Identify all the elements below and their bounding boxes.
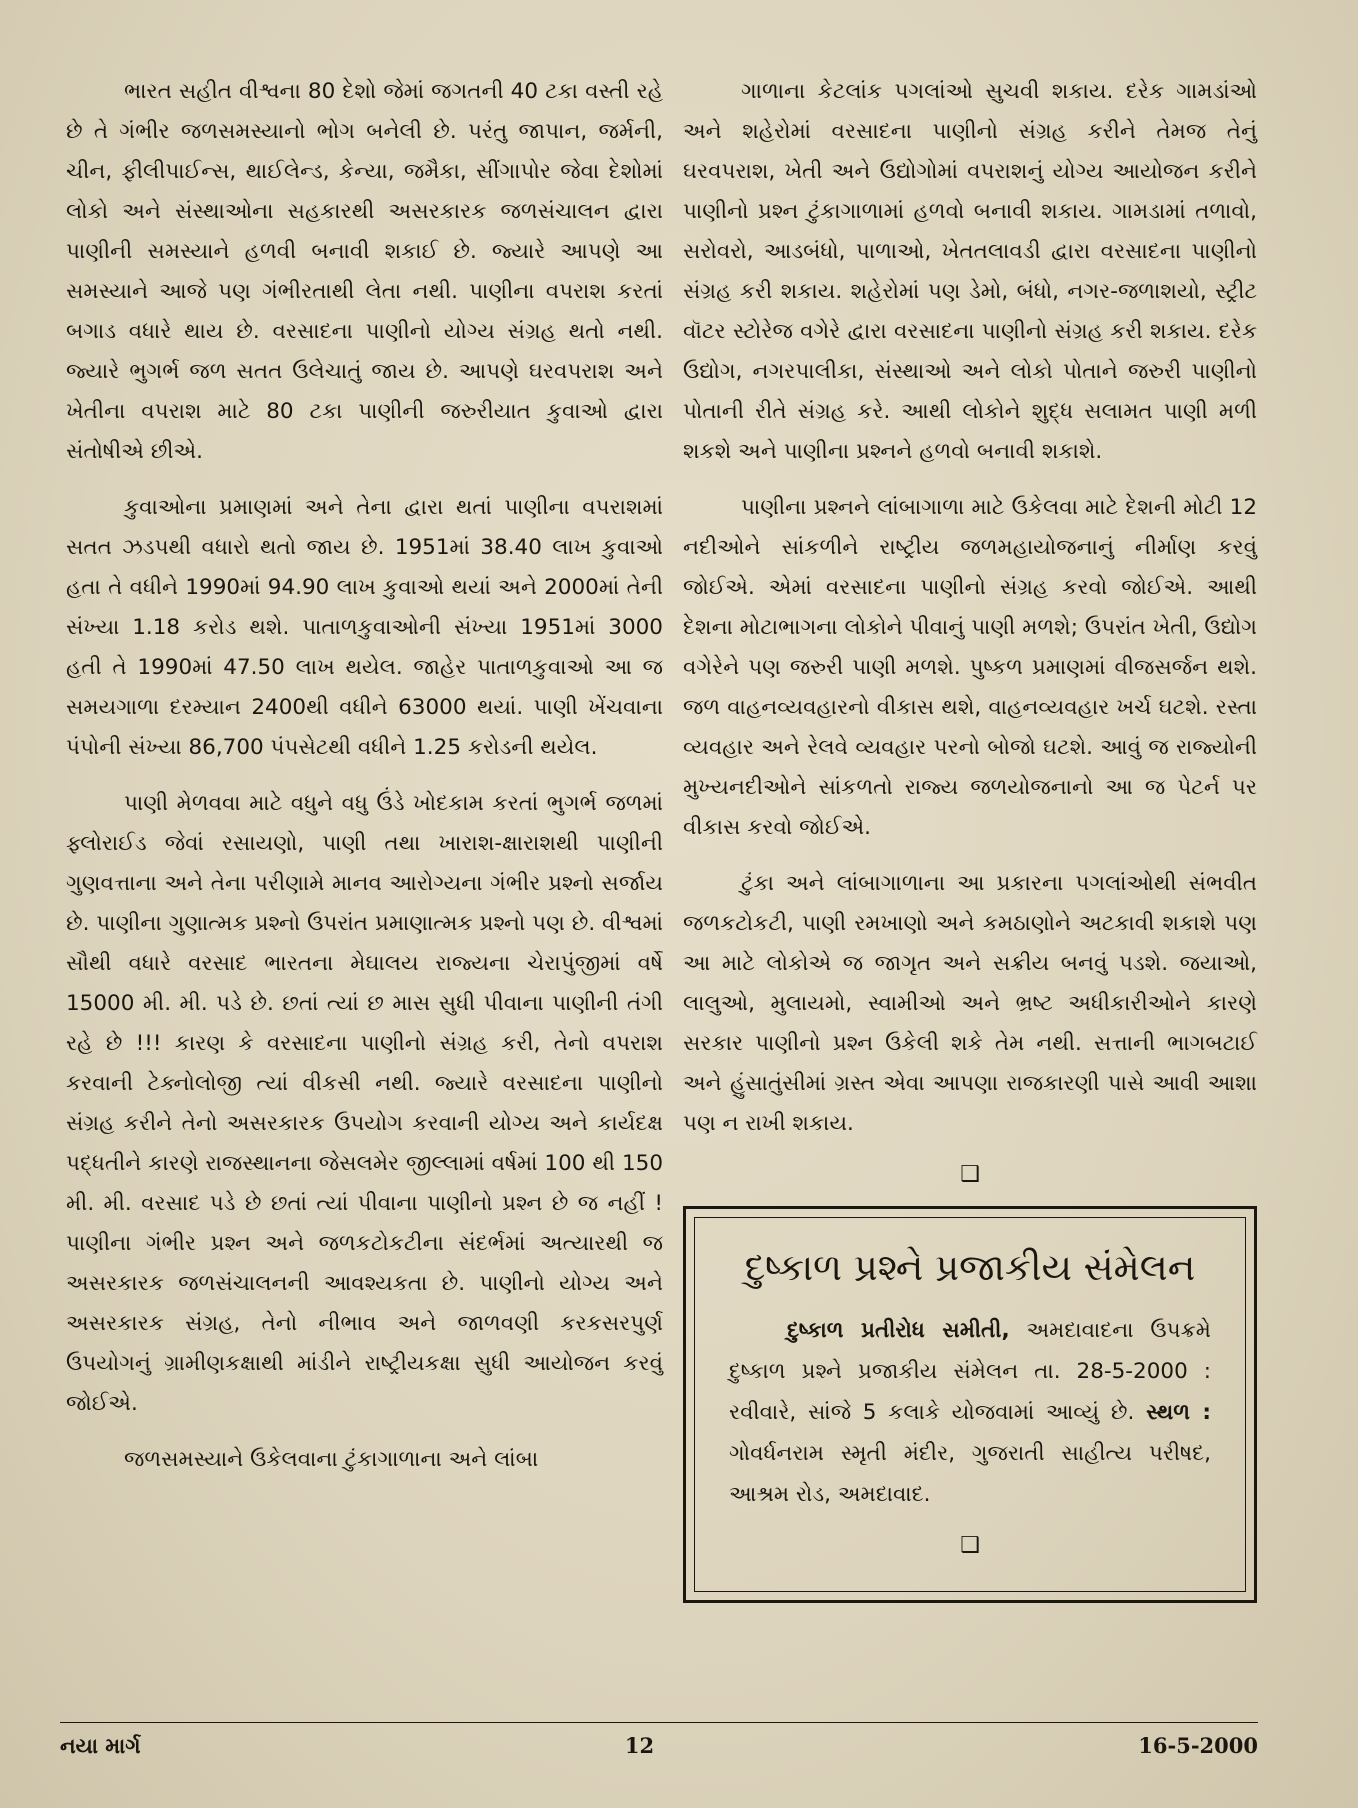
notice-org: દુષ્કાળ પ્રતીરોધ સમીતી, — [787, 1318, 1010, 1343]
paragraph: જળસમસ્યાને ઉકેલવાના ટુંકાગાળાના અને લાંબા — [124, 1447, 539, 1472]
notice-venue: ગોવર્ધનરામ સ્મૃતી મંદીર, ગુજરાતી સાહીત્ય પરીષદ, આશ્રમ રોડ, અમદાવાદ. — [729, 1441, 1211, 1507]
notice-venue-label: સ્થળ : — [1146, 1400, 1211, 1425]
paragraph: પાણી મેળવવા માટે વધુને વધુ ઉંડે ખોદકામ કરતાં ભુગર્ભ જળમાં ફ્લોરાઈડ જેવાં રસાયણો, પાણી તથા ખારાશ-ક્ષારાશથી પાણીની ગુણવત્તાના અને તેના પરીણામે માનવ આરોગ્યના ગંભીર પ્રશ્નો સર્જાય છે. પાણીના ગુણાત્મક પ્રશ્નો ઉપરાંત પ્રમાણાત્મક પ્રશ્નો પણ છે. વીશ્વમાં સૌથી વધારે વરસાદ ભારતના મેઘાલય રાજ્યના ચેરાપુંજીમાં વર્ષે 15000 મી. મી. પડે છે. છતાં ત્યાં છ માસ સુધી પીવાના પાણીની તંગી રહે છે !!! કારણ કે વરસાદના પાણીનો સંગ્રહ કરી, તેનો વપરાશ કરવાની ટેક્નોલોજી ત્યાં વીકસી નથી. જ્યારે વરસાદના પાણીનો સંગ્રહ કરીને તેનો અસરકારક ઉપયોગ કરવાની યોગ્ય અને કાર્યદક્ષ પદ્ધતીને કારણે રાજસ્થાનના જેસલમેર જીલ્લામાં વર્ષમાં 100 થી 150 મી. મી. વરસાદ પડે છે છતાં ત્યાં પીવાના પાણીનો પ્રશ્ન છે જ નહીં ! પાણીના ગંભીર પ્રશ્ન અને જળકટોકટીના સંદર્ભમાં અત્યારથી જ અસરકારક જળસંચાલનની આવશ્યકતા છે. પાણીનો યોગ્ય અને અસરકારક સંગ્રહ, તેનો નીભાવ અને જાળવણી કરકસરપુર્ણ ઉપયોગનું ગ્રામીણકક્ષાથી માંડીને રાષ્ટ્રીયકક્ષા સુધી આયોજન કરવું જોઈએ. — [66, 791, 663, 1416]
notice-box — [683, 1206, 1257, 1603]
notice-end-mark: ❑ — [960, 1533, 980, 1558]
page-number: 12 — [624, 1733, 655, 1758]
article-end-mark: ❑ — [960, 1162, 980, 1187]
paragraph: ગાળાના કેટલાંક પગલાંઓ સુચવી શકાય. દરેક ગામડાંઓ અને શહેરોમાં વરસાદના પાણીનો સંગ્રહ કરીને તેમજ તેનું ઘરવપરાશ, ખેતી અને ઉદ્યોગોમાં વપરાશનું યોગ્ય આયોજન કરીને પાણીનો પ્રશ્ન ટુંકાગાળામાં હળવો બનાવી શકાય. ગામડામાં તળાવો, સરોવરો, આડબંધો, પાળાઓ, ખેતતલાવડી દ્વારા વરસાદના પાણીનો સંગ્રહ કરી શકાય. શહેરોમાં પણ ડેમો, બંધો, નગર-જળાશયો, સ્ટ્રીટ વૉટર સ્ટોરેજ વગેરે દ્વારા વરસાદના પાણીનો સંગ્રહ કરી શકાય. દરેક ઉદ્યોગ, નગરપાલીકા, સંસ્થાઓ અને લોકો પોતાને જરુરી પાણીનો પોતાની રીતે સંગ્રહ કરે. આથી લોકોને શુદ્ધ સલામત પાણી મળી શકશે અને પાણીના પ્રશ્નને હળવો બનાવી શકાશે. — [683, 79, 1257, 464]
publication-name: નયા માર્ગ — [60, 1733, 141, 1758]
issue-date: 16-5-2000 — [1138, 1733, 1258, 1758]
notice-body — [729, 1310, 1211, 1515]
left-column — [66, 72, 663, 1496]
paragraph: કુવાઓના પ્રમાણમાં અને તેના દ્વારા થતાં પાણીના વપરાશમાં સતત ઝડપથી વધારો થતો જાય છે. 1951માં 38.40 લાખ કુવાઓ હતા તે વધીને 1990માં 94.90 લાખ કુવાઓ થયાં અને 2000માં તેની સંખ્યા 1.18 કરોડ થશે. પાતાળકુવાઓની સંખ્યા 1951માં 3000 હતી તે 1990માં 47.50 લાખ થયેલ. જાહેર પાતાળકુવાઓ આ જ સમયગાળા દરમ્યાન 2400થી વધીને 63000 થયાં. પાણી ખેંચવાના પંપોની સંખ્યા 86,700 પંપસેટથી વધીને 1.25 કરોડની થયેલ. — [66, 495, 663, 760]
notice-text: અમદાવાદના ઉપક્રમે દુષ્કાળ પ્રશ્ને પ્રજાકીય સંમેલન તા. 28-5-2000 : રવીવારે, સાંજે 5 કલાકે યોજવામાં આવ્યું છે. — [729, 1318, 1211, 1425]
notice-box-inner — [694, 1217, 1246, 1592]
page-footer — [60, 1722, 1258, 1759]
notice-title: દુષ્કાળ પ્રશ્ને પ્રજાકીય સંમેલન — [744, 1246, 1196, 1289]
paragraph: પાણીના પ્રશ્નને લાંબાગાળા માટે ઉકેલવા માટે દેશની મોટી 12 નદીઓને સાંકળીને રાષ્ટ્રીય જળમહાયોજનાનું નીર્માણ કરવું જોઈએ. એમાં વરસાદના પાણીનો સંગ્રહ કરવો જોઈએ. આથી દેશના મોટાભાગના લોકોને પીવાનું પાણી મળશે; ઉપરાંત ખેતી, ઉદ્યોગ વગેરેને પણ જરુરી પાણી મળશે. પુષ્કળ પ્રમાણમાં વીજસર્જન થશે. જળ વાહનવ્યવહારનો વીકાસ થશે, વાહનવ્યવહાર ખર્ચ ઘટશે. રસ્તા વ્યવહાર અને રેલવે વ્યવહાર પરનો બોજો ઘટશે. આવું જ રાજ્યોની મુખ્યનદીઓને સાંકળતો રાજ્ય જળયોજનાનો આ જ પેટર્ન પર વીકાસ કરવો જોઈએ. — [683, 495, 1257, 840]
right-column — [683, 72, 1257, 1603]
paragraph: ભારત સહીત વીશ્વના 80 દેશો જેમાં જગતની 40 ટકા વસ્તી રહે છે તે ગંભીર જળસમસ્યાનો ભોગ બનેલી છે. પરંતુ જાપાન, જર્મની, ચીન, ફીલીપાઈન્સ, થાઈલેન્ડ, કેન્યા, જમૈકા, સીંગાપોર જેવા દેશોમાં લોકો અને સંસ્થાઓના સહકારથી અસરકારક જળસંચાલન દ્વારા પાણીની સમસ્યાને હળવી બનાવી શકાઈ છે. જ્યારે આપણે આ સમસ્યાને આજે પણ ગંભીરતાથી લેતા નથી. પાણીના વપરાશ કરતાં બગાડ વધારે થાય છે. વરસાદના પાણીનો યોગ્ય સંગ્રહ થતો નથી. જ્યારે ભુગર્ભ જળ સતત ઉલેચાતું જાય છે. આપણે ઘરવપરાશ અને ખેતીના વપરાશ માટે 80 ટકા પાણીની જરુરીયાત કુવાઓ દ્વારા સંતોષીએ છીએ. — [66, 79, 663, 464]
paragraph: ટુંકા અને લાંબાગાળાના આ પ્રકારના પગલાંઓથી સંભવીત જળકટોકટી, પાણી રમખાણો અને કમઠાણોને અટકાવી શકાશે પણ આ માટે લોકોએ જ જાગૃત અને સક્રીય બનવું પડશે. જયાઓ, લાલુઓ, મુલાયમો, સ્વામીઓ અને ભ્રષ્ટ અધીકારીઓને કારણે સરકાર પાણીનો પ્રશ્ન ઉકેલી શકે તેમ નથી. સત્તાની ભાગબટાઈ અને હુંસાતુંસીમાં ગ્રસ્ત એવા આપણા રાજકારણી પાસે આવી આશા પણ ન રાખી શકાય. — [683, 871, 1257, 1136]
